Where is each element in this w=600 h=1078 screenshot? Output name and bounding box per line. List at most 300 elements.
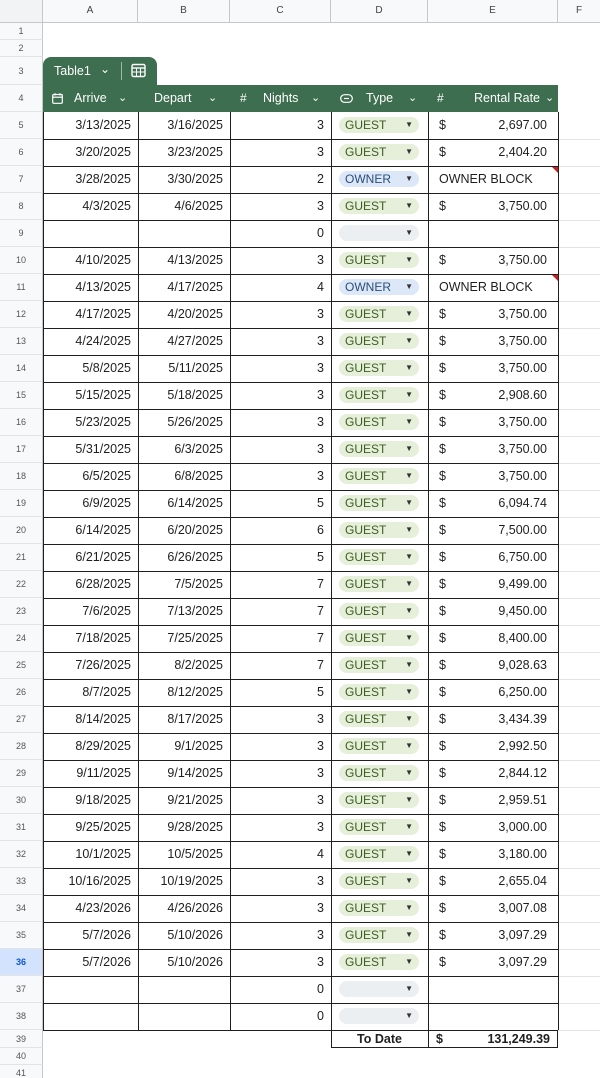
cell-arrive[interactable]: 5/15/2025 <box>75 388 131 402</box>
cell-depart[interactable]: 7/25/2025 <box>167 631 223 645</box>
cell-arrive[interactable]: 5/23/2025 <box>75 415 131 429</box>
cell-nights[interactable]: 5 <box>317 685 324 699</box>
dropdown-arrow-icon[interactable]: ▼ <box>405 525 413 534</box>
type-dropdown-chip[interactable] <box>339 792 419 808</box>
cell-nights[interactable]: 7 <box>317 577 324 591</box>
cell-type[interactable] <box>331 112 428 139</box>
cell-arrive[interactable]: 5/31/2025 <box>75 442 131 456</box>
cell-type[interactable] <box>331 193 428 220</box>
dropdown-arrow-icon[interactable]: ▼ <box>405 201 413 210</box>
row-header-13[interactable]: 13 <box>0 328 43 355</box>
cell-arrive[interactable]: 6/5/2025 <box>82 469 131 483</box>
cell-rental-rate[interactable] <box>428 220 547 247</box>
type-dropdown-chip[interactable] <box>339 117 419 133</box>
type-dropdown-chip[interactable] <box>339 711 419 727</box>
cell-type[interactable] <box>331 166 428 193</box>
cell-arrive[interactable] <box>43 220 131 247</box>
cell-nights[interactable]: 3 <box>317 793 324 807</box>
cell-type[interactable] <box>331 490 428 517</box>
cell-type[interactable] <box>331 139 428 166</box>
cell-nights[interactable]: 3 <box>317 253 324 267</box>
chevron-down-icon[interactable]: ⌄ <box>408 92 418 104</box>
cell-depart[interactable]: 4/13/2025 <box>167 253 223 267</box>
row-header-31[interactable]: 31 <box>0 814 43 841</box>
cell-rental-rate[interactable]: 3,007.08 <box>498 901 547 915</box>
type-dropdown-chip[interactable] <box>339 846 419 862</box>
cell-depart[interactable]: 10/19/2025 <box>160 874 223 888</box>
dropdown-arrow-icon[interactable]: ▼ <box>405 336 413 345</box>
row-header-34[interactable]: 34 <box>0 895 43 922</box>
type-dropdown-chip[interactable] <box>339 414 419 430</box>
cell-nights[interactable]: 3 <box>317 307 324 321</box>
dropdown-arrow-icon[interactable]: ▼ <box>405 390 413 399</box>
row-header-25[interactable]: 25 <box>0 652 43 679</box>
cell-rental-rate[interactable]: 2,992.50 <box>498 739 547 753</box>
cell-nights[interactable]: 6 <box>317 523 324 537</box>
cell-nights[interactable]: 3 <box>317 955 324 969</box>
row-header-16[interactable]: 16 <box>0 409 43 436</box>
cell-nights[interactable]: 3 <box>317 388 324 402</box>
cell-rental-rate[interactable]: 2,655.04 <box>498 874 547 888</box>
cell-depart[interactable]: 10/5/2025 <box>167 847 223 861</box>
column-header-b[interactable]: B <box>138 0 230 22</box>
dropdown-arrow-icon[interactable]: ▼ <box>405 903 413 912</box>
cell-depart[interactable]: 4/17/2025 <box>167 280 223 294</box>
row-header-38[interactable]: 38 <box>0 1003 43 1030</box>
row-header-7[interactable]: 7 <box>0 166 43 193</box>
cell-arrive[interactable]: 8/29/2025 <box>75 739 131 753</box>
cell-type[interactable] <box>331 247 428 274</box>
cell-type[interactable] <box>331 787 428 814</box>
table-name[interactable]: Table1 <box>54 64 91 78</box>
cell-nights[interactable]: 4 <box>317 280 324 294</box>
cell-type[interactable] <box>331 1003 428 1030</box>
cell-rental-rate[interactable]: 2,959.51 <box>498 793 547 807</box>
cell-rental-rate[interactable]: 3,750.00 <box>498 415 547 429</box>
cell-type[interactable] <box>331 625 428 652</box>
row-header-6[interactable]: 6 <box>0 139 43 166</box>
column-header-f[interactable]: F <box>575 5 583 16</box>
cell-rental-rate[interactable]: 3,180.00 <box>498 847 547 861</box>
cell-arrive[interactable]: 6/14/2025 <box>75 523 131 537</box>
cell-type[interactable] <box>331 949 428 976</box>
cell-type[interactable] <box>331 652 428 679</box>
type-dropdown-chip[interactable] <box>339 387 419 403</box>
total-value[interactable]: 131,249.39 <box>487 1032 550 1046</box>
dropdown-arrow-icon[interactable]: ▼ <box>405 795 413 804</box>
table-name-tab[interactable] <box>43 57 157 85</box>
cell-depart[interactable] <box>138 220 223 247</box>
row-header-33[interactable]: 33 <box>0 868 43 895</box>
row-header-23[interactable]: 23 <box>0 598 43 625</box>
row-header-26[interactable]: 26 <box>0 679 43 706</box>
cell-rental-rate[interactable]: 2,404.20 <box>498 145 547 159</box>
cell-depart[interactable]: 6/14/2025 <box>167 496 223 510</box>
cell-arrive[interactable]: 8/7/2025 <box>82 685 131 699</box>
dropdown-arrow-icon[interactable]: ▼ <box>405 741 413 750</box>
cell-type[interactable] <box>331 355 428 382</box>
row-header-32[interactable]: 32 <box>0 841 43 868</box>
cell-nights[interactable]: 3 <box>317 145 324 159</box>
row-header-10[interactable]: 10 <box>0 247 43 274</box>
cell-arrive[interactable]: 9/25/2025 <box>75 820 131 834</box>
row-header-11[interactable]: 11 <box>0 274 43 301</box>
type-dropdown-chip[interactable] <box>339 225 419 241</box>
cell-rental-rate[interactable]: 9,450.00 <box>498 604 547 618</box>
cell-rental-rate[interactable]: OWNER BLOCK <box>439 172 533 186</box>
cell-depart[interactable]: 4/20/2025 <box>167 307 223 321</box>
table-view-icon[interactable] <box>130 62 147 79</box>
dropdown-arrow-icon[interactable]: ▼ <box>405 714 413 723</box>
cell-arrive[interactable] <box>43 1003 131 1030</box>
dropdown-arrow-icon[interactable]: ▼ <box>405 984 413 993</box>
row-header-22[interactable]: 22 <box>0 571 43 598</box>
dropdown-arrow-icon[interactable]: ▼ <box>405 822 413 831</box>
chevron-down-icon[interactable]: ⌄ <box>545 92 555 104</box>
row-header-21[interactable]: 21 <box>0 544 43 571</box>
dropdown-arrow-icon[interactable]: ▼ <box>405 174 413 183</box>
cell-arrive[interactable]: 5/8/2025 <box>82 361 131 375</box>
row-header-2[interactable]: 2 <box>0 40 43 57</box>
cell-arrive[interactable]: 6/28/2025 <box>75 577 131 591</box>
cell-depart[interactable] <box>138 976 223 1003</box>
cell-nights[interactable]: 3 <box>317 334 324 348</box>
cell-nights[interactable]: 5 <box>317 496 324 510</box>
cell-nights[interactable]: 3 <box>317 415 324 429</box>
cell-rental-rate[interactable]: 8,400.00 <box>498 631 547 645</box>
cell-depart[interactable]: 4/6/2025 <box>174 199 223 213</box>
row-header-17[interactable]: 17 <box>0 436 43 463</box>
type-dropdown-chip[interactable] <box>339 468 419 484</box>
row-header-24[interactable]: 24 <box>0 625 43 652</box>
header-type[interactable] <box>331 85 428 112</box>
cell-depart[interactable]: 9/14/2025 <box>167 766 223 780</box>
cell-rental-rate[interactable]: 9,499.00 <box>498 577 547 591</box>
row-header-39[interactable]: 39 <box>0 1030 43 1048</box>
cell-depart[interactable]: 7/13/2025 <box>167 604 223 618</box>
cell-nights[interactable]: 3 <box>317 928 324 942</box>
dropdown-arrow-icon[interactable]: ▼ <box>405 957 413 966</box>
cell-type[interactable] <box>331 571 428 598</box>
cell-nights[interactable]: 2 <box>317 172 324 186</box>
cell-rental-rate[interactable]: 2,697.00 <box>498 118 547 132</box>
type-dropdown-chip[interactable] <box>339 360 419 376</box>
chevron-down-icon[interactable]: ⌄ <box>100 62 111 76</box>
row-header-28[interactable]: 28 <box>0 733 43 760</box>
dropdown-arrow-icon[interactable]: ▼ <box>405 363 413 372</box>
cell-rental-rate[interactable]: 3,097.29 <box>498 955 547 969</box>
cell-arrive[interactable]: 3/20/2025 <box>75 145 131 159</box>
cell-rental-rate[interactable]: 7,500.00 <box>498 523 547 537</box>
type-dropdown-chip[interactable] <box>339 279 419 295</box>
cell-arrive[interactable]: 10/16/2025 <box>68 874 131 888</box>
row-header-4[interactable]: 4 <box>0 85 43 112</box>
cell-rental-rate[interactable]: 3,750.00 <box>498 361 547 375</box>
cell-arrive[interactable]: 5/7/2026 <box>82 928 131 942</box>
row-header-41[interactable]: 41 <box>0 1065 43 1078</box>
dropdown-arrow-icon[interactable]: ▼ <box>405 633 413 642</box>
cell-rental-rate[interactable]: 3,434.39 <box>498 712 547 726</box>
type-dropdown-chip[interactable] <box>339 657 419 673</box>
type-dropdown-chip[interactable] <box>339 954 419 970</box>
cell-arrive[interactable]: 7/26/2025 <box>75 658 131 672</box>
cell-nights[interactable]: 3 <box>317 469 324 483</box>
cell-type[interactable] <box>331 220 428 247</box>
dropdown-arrow-icon[interactable]: ▼ <box>405 444 413 453</box>
cell-depart[interactable]: 5/10/2026 <box>167 928 223 942</box>
type-dropdown-chip[interactable] <box>339 738 419 754</box>
dropdown-arrow-icon[interactable]: ▼ <box>405 552 413 561</box>
cell-arrive[interactable]: 8/14/2025 <box>75 712 131 726</box>
cell-rental-rate[interactable]: 6,750.00 <box>498 550 547 564</box>
dropdown-arrow-icon[interactable]: ▼ <box>405 849 413 858</box>
cell-depart[interactable]: 3/23/2025 <box>167 145 223 159</box>
cell-depart[interactable]: 6/3/2025 <box>174 442 223 456</box>
type-dropdown-chip[interactable] <box>339 927 419 943</box>
dropdown-arrow-icon[interactable]: ▼ <box>405 1011 413 1020</box>
cell-rental-rate[interactable]: 3,750.00 <box>498 199 547 213</box>
row-header-12[interactable]: 12 <box>0 301 43 328</box>
cell-rental-rate[interactable]: 3,000.00 <box>498 820 547 834</box>
cell-type[interactable] <box>331 544 428 571</box>
row-header-37[interactable]: 37 <box>0 976 43 1003</box>
type-dropdown-chip[interactable] <box>339 1008 419 1024</box>
type-dropdown-chip[interactable] <box>339 333 419 349</box>
cell-nights[interactable]: 7 <box>317 604 324 618</box>
cell-depart[interactable]: 8/12/2025 <box>167 685 223 699</box>
type-dropdown-chip[interactable] <box>339 900 419 916</box>
dropdown-arrow-icon[interactable]: ▼ <box>405 876 413 885</box>
cell-depart[interactable]: 5/26/2025 <box>167 415 223 429</box>
row-header-9[interactable]: 9 <box>0 220 43 247</box>
cell-depart[interactable]: 9/21/2025 <box>167 793 223 807</box>
cell-arrive[interactable]: 7/6/2025 <box>82 604 131 618</box>
dropdown-arrow-icon[interactable]: ▼ <box>405 579 413 588</box>
type-dropdown-chip[interactable] <box>339 576 419 592</box>
column-header-c[interactable]: C <box>230 0 331 22</box>
cell-arrive[interactable]: 6/9/2025 <box>82 496 131 510</box>
cell-depart[interactable]: 5/18/2025 <box>167 388 223 402</box>
cell-arrive[interactable]: 4/17/2025 <box>75 307 131 321</box>
cell-type[interactable] <box>331 814 428 841</box>
cell-type[interactable] <box>331 436 428 463</box>
header-nights[interactable] <box>230 85 331 112</box>
cell-type[interactable] <box>331 841 428 868</box>
cell-depart[interactable]: 5/10/2026 <box>167 955 223 969</box>
cell-arrive[interactable]: 10/1/2025 <box>75 847 131 861</box>
row-header-5[interactable]: 5 <box>0 112 43 139</box>
cell-depart[interactable]: 5/11/2025 <box>168 361 223 375</box>
cell-arrive[interactable]: 4/24/2025 <box>75 334 131 348</box>
cell-nights[interactable]: 3 <box>317 766 324 780</box>
row-header-40[interactable]: 40 <box>0 1048 43 1065</box>
row-header-14[interactable]: 14 <box>0 355 43 382</box>
cell-type[interactable] <box>331 679 428 706</box>
type-dropdown-chip[interactable] <box>339 819 419 835</box>
cell-arrive[interactable]: 7/18/2025 <box>75 631 131 645</box>
dropdown-arrow-icon[interactable]: ▼ <box>405 606 413 615</box>
cell-nights[interactable]: 3 <box>317 361 324 375</box>
row-header-27[interactable]: 27 <box>0 706 43 733</box>
type-dropdown-chip[interactable] <box>339 522 419 538</box>
type-dropdown-chip[interactable] <box>339 684 419 700</box>
cell-type[interactable] <box>331 409 428 436</box>
type-dropdown-chip[interactable] <box>339 441 419 457</box>
cell-rental-rate[interactable]: 3,750.00 <box>498 469 547 483</box>
cell-depart[interactable]: 6/20/2025 <box>167 523 223 537</box>
cell-arrive[interactable] <box>43 976 131 1003</box>
cell-nights[interactable]: 3 <box>317 118 324 132</box>
column-header-e[interactable]: E <box>428 0 558 22</box>
cell-rental-rate[interactable]: 3,750.00 <box>498 334 547 348</box>
dropdown-arrow-icon[interactable]: ▼ <box>405 309 413 318</box>
cell-depart[interactable]: 8/17/2025 <box>167 712 223 726</box>
cell-nights[interactable]: 5 <box>317 550 324 564</box>
cell-rental-rate[interactable]: 2,908.60 <box>498 388 547 402</box>
dropdown-arrow-icon[interactable]: ▼ <box>405 147 413 156</box>
cell-nights[interactable]: 3 <box>317 712 324 726</box>
cell-arrive[interactable]: 4/23/2026 <box>75 901 131 915</box>
type-dropdown-chip[interactable] <box>339 873 419 889</box>
cell-depart[interactable]: 4/26/2026 <box>167 901 223 915</box>
type-dropdown-chip[interactable] <box>339 144 419 160</box>
row-header-15[interactable]: 15 <box>0 382 43 409</box>
row-header-35[interactable]: 35 <box>0 922 43 949</box>
row-header-18[interactable]: 18 <box>0 463 43 490</box>
cell-rental-rate[interactable] <box>428 976 547 1003</box>
cell-arrive[interactable]: 4/3/2025 <box>82 199 131 213</box>
cell-arrive[interactable]: 9/18/2025 <box>75 793 131 807</box>
cell-type[interactable] <box>331 274 428 301</box>
cell-type[interactable] <box>331 976 428 1003</box>
cell-type[interactable] <box>331 328 428 355</box>
dropdown-arrow-icon[interactable]: ▼ <box>405 417 413 426</box>
row-header-8[interactable]: 8 <box>0 193 43 220</box>
cell-rental-rate[interactable]: 6,250.00 <box>498 685 547 699</box>
cell-type[interactable] <box>331 598 428 625</box>
cell-nights[interactable]: 4 <box>317 847 324 861</box>
cell-rental-rate[interactable]: 2,844.12 <box>498 766 547 780</box>
cell-nights[interactable]: 3 <box>317 739 324 753</box>
cell-rental-rate[interactable]: 3,750.00 <box>498 307 547 321</box>
cell-type[interactable] <box>331 868 428 895</box>
cell-nights[interactable]: 0 <box>317 1009 324 1023</box>
cell-arrive[interactable]: 6/21/2025 <box>75 550 131 564</box>
cell-nights[interactable]: 7 <box>317 658 324 672</box>
row-header-3[interactable]: 3 <box>0 57 43 85</box>
type-dropdown-chip[interactable] <box>339 171 419 187</box>
cell-type[interactable] <box>331 922 428 949</box>
column-header-a[interactable]: A <box>43 0 138 22</box>
cell-type[interactable] <box>331 733 428 760</box>
dropdown-arrow-icon[interactable]: ▼ <box>405 255 413 264</box>
dropdown-arrow-icon[interactable]: ▼ <box>405 282 413 291</box>
header-depart[interactable] <box>138 85 230 112</box>
cell-arrive[interactable]: 4/10/2025 <box>75 253 131 267</box>
cell-depart[interactable]: 6/8/2025 <box>174 469 223 483</box>
cell-nights[interactable]: 0 <box>317 982 324 996</box>
cell-type[interactable] <box>331 706 428 733</box>
type-dropdown-chip[interactable] <box>339 630 419 646</box>
cell-rental-rate[interactable]: 3,097.29 <box>498 928 547 942</box>
cell-nights[interactable]: 3 <box>317 820 324 834</box>
cell-type[interactable] <box>331 517 428 544</box>
cell-nights[interactable]: 3 <box>317 442 324 456</box>
cell-arrive[interactable]: 4/13/2025 <box>75 280 131 294</box>
cell-nights[interactable]: 3 <box>317 901 324 915</box>
row-header-30[interactable]: 30 <box>0 787 43 814</box>
dropdown-arrow-icon[interactable]: ▼ <box>405 498 413 507</box>
type-dropdown-chip[interactable] <box>339 306 419 322</box>
cell-arrive[interactable]: 9/11/2025 <box>76 766 131 780</box>
chevron-down-icon[interactable]: ⌄ <box>118 92 128 104</box>
cell-arrive[interactable]: 3/13/2025 <box>75 118 131 132</box>
type-dropdown-chip[interactable] <box>339 495 419 511</box>
cell-rental-rate[interactable]: 3,750.00 <box>498 253 547 267</box>
dropdown-arrow-icon[interactable]: ▼ <box>405 471 413 480</box>
cell-depart[interactable]: 9/1/2025 <box>174 739 223 753</box>
cell-arrive[interactable]: 3/28/2025 <box>75 172 131 186</box>
type-dropdown-chip[interactable] <box>339 603 419 619</box>
cell-depart[interactable]: 8/2/2025 <box>174 658 223 672</box>
cell-rental-rate[interactable]: 9,028.63 <box>498 658 547 672</box>
type-dropdown-chip[interactable] <box>339 198 419 214</box>
cell-nights[interactable]: 3 <box>317 874 324 888</box>
header-arrive[interactable] <box>43 85 138 112</box>
dropdown-arrow-icon[interactable]: ▼ <box>405 930 413 939</box>
type-dropdown-chip[interactable] <box>339 981 419 997</box>
type-dropdown-chip[interactable] <box>339 765 419 781</box>
chevron-down-icon[interactable]: ⌄ <box>311 92 321 104</box>
header-rental-rate[interactable] <box>428 85 558 112</box>
row-header-36[interactable]: 36 <box>0 949 43 976</box>
row-header-20[interactable]: 20 <box>0 517 43 544</box>
cell-rental-rate[interactable]: 6,094.74 <box>498 496 547 510</box>
cell-nights[interactable]: 7 <box>317 631 324 645</box>
cell-depart[interactable] <box>138 1003 223 1030</box>
cell-type[interactable] <box>331 463 428 490</box>
cell-depart[interactable]: 9/28/2025 <box>167 820 223 834</box>
cell-depart[interactable]: 4/27/2025 <box>167 334 223 348</box>
column-header-d[interactable]: D <box>331 0 428 22</box>
dropdown-arrow-icon[interactable]: ▼ <box>405 768 413 777</box>
cell-depart[interactable]: 3/16/2025 <box>167 118 223 132</box>
cell-type[interactable] <box>331 301 428 328</box>
cell-rental-rate[interactable] <box>428 1003 547 1030</box>
cell-arrive[interactable]: 5/7/2026 <box>82 955 131 969</box>
cell-depart[interactable]: 7/5/2025 <box>174 577 223 591</box>
dropdown-arrow-icon[interactable]: ▼ <box>405 660 413 669</box>
cell-depart[interactable]: 6/26/2025 <box>167 550 223 564</box>
row-header-19[interactable]: 19 <box>0 490 43 517</box>
cell-depart[interactable]: 3/30/2025 <box>167 172 223 186</box>
type-dropdown-chip[interactable] <box>339 549 419 565</box>
cell-type[interactable] <box>331 760 428 787</box>
row-header-1[interactable]: 1 <box>0 23 43 40</box>
cell-rental-rate[interactable]: 3,750.00 <box>498 442 547 456</box>
cell-nights[interactable]: 0 <box>317 226 324 240</box>
cell-type[interactable] <box>331 895 428 922</box>
type-dropdown-chip[interactable] <box>339 252 419 268</box>
dropdown-arrow-icon[interactable]: ▼ <box>405 687 413 696</box>
cell-type[interactable] <box>331 382 428 409</box>
cell-rental-rate[interactable]: OWNER BLOCK <box>439 280 533 294</box>
cell-nights[interactable]: 3 <box>317 199 324 213</box>
chevron-down-icon[interactable]: ⌄ <box>208 92 218 104</box>
row-header-29[interactable]: 29 <box>0 760 43 787</box>
dropdown-arrow-icon[interactable]: ▼ <box>405 120 413 129</box>
select-all-corner[interactable] <box>0 0 43 22</box>
